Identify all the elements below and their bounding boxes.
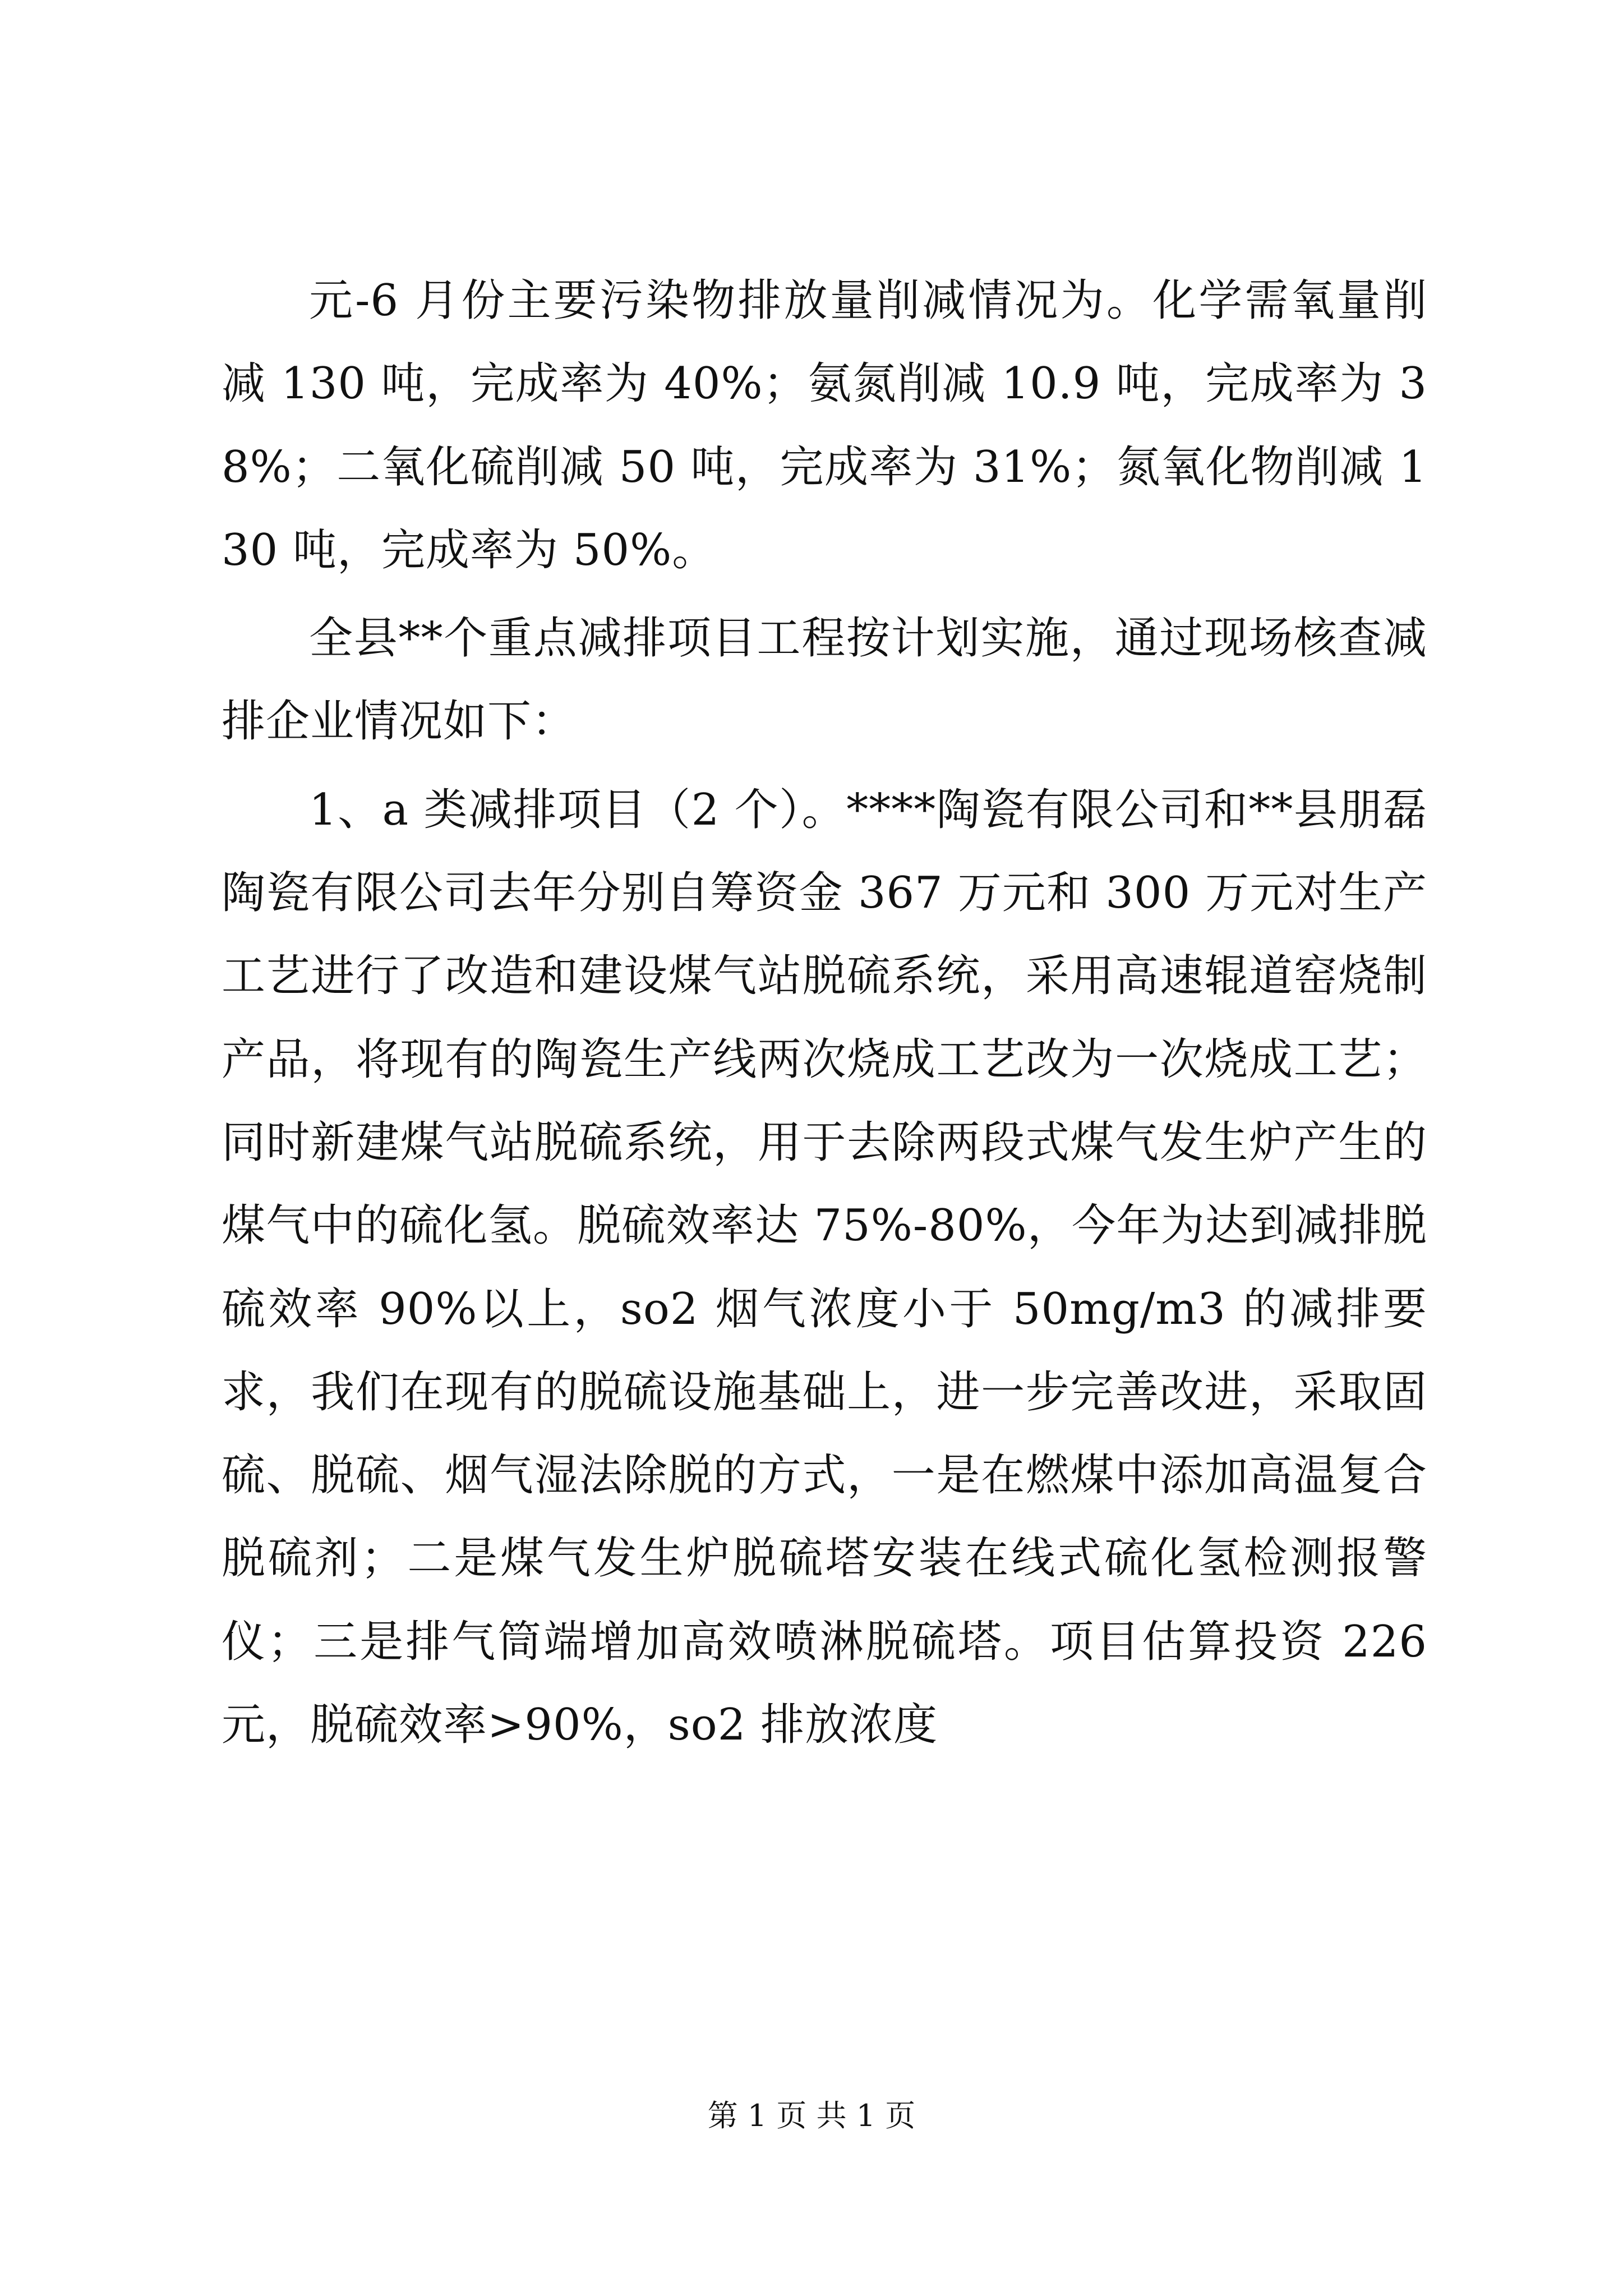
paragraph-emission-reduction-summary: 元-6 月份主要污染物排放量削减情况为。化学需氧量削减 130 吨，完成率为 40%；氨氮削减 10.9 吨，完成率为 38%；二氧化硫削减 50 吨，完成率为 31%；氮氧化物削减 130 吨，完成率为 50%。 <box>222 275 1427 576</box>
paragraph-class-a-projects: 1、a 类减排项目（2 个）。****陶瓷有限公司和**县朋磊陶瓷有限公司去年分别自筹资金 367 万元和 300 万元对生产工艺进行了改造和建设煤气站脱硫系统，采用高速辊道窑烧制产品，将现有的陶瓷生产线两次烧成工艺改为一次烧成工艺；同时新建煤气站脱硫系统，用于去除两段式煤气发生炉产生的煤气中的硫化氢。脱硫效率达 75%-80%，今年为达到减排脱硫效率 90%以上，so2 烟气浓度小于 50mg/m3 的减排要求，我们在现有的脱硫设施基础上，进一步完善改进，采取固硫、脱硫、烟气湿法除脱的方式，一是在燃煤中添加高温复合脱硫剂；二是煤气发生炉脱硫塔安装在线式硫化氢检测报警仪；三是排气筒端增加高效喷淋脱硫塔。项目估算投资 226 元，脱硫效率>90%，so2 排放浓度 <box>222 784 1427 1751</box>
document-body <box>222 259 1427 1766</box>
paragraph-key-projects-intro: 全县**个重点减排项目工程按计划实施，通过现场核查减排企业情况如下： <box>222 613 1427 747</box>
page-footer: 第 1 页 共 1 页 <box>707 2098 916 2133</box>
